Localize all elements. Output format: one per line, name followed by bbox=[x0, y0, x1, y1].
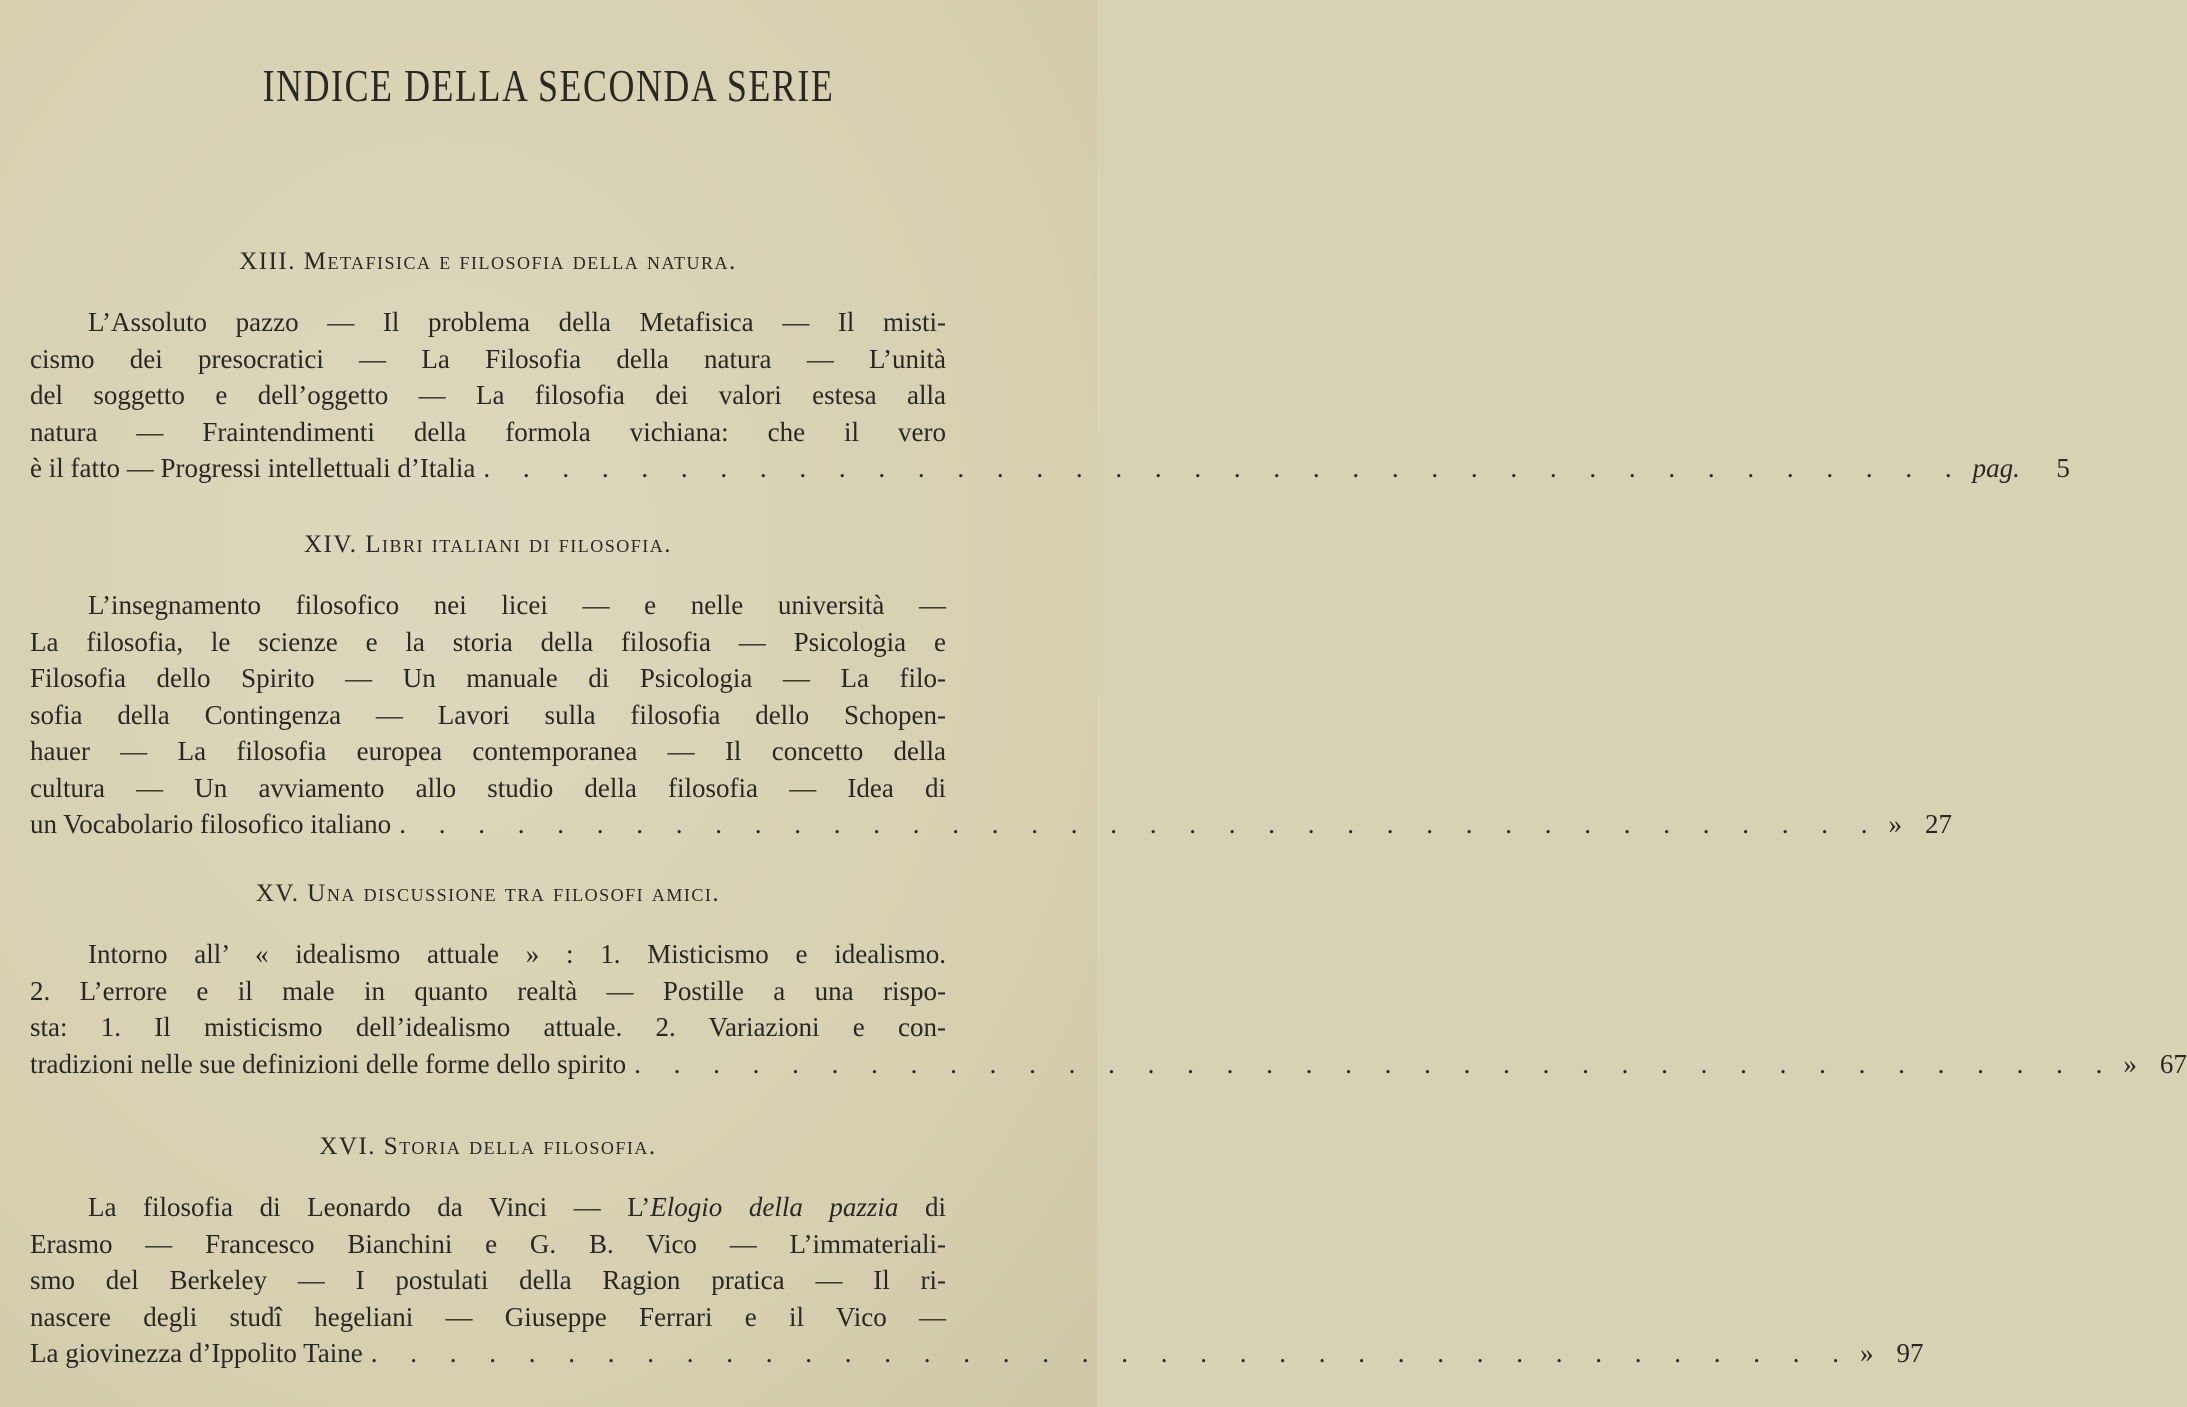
page-number: 67 bbox=[2159, 1048, 2187, 1079]
section-numeral: XVI. bbox=[319, 1133, 377, 1160]
toc-entry-last-line[interactable] bbox=[30, 1335, 1924, 1372]
entry-line: natura — Fraintendimenti della formola vichiana: che il vero bbox=[30, 416, 946, 447]
page-number: 27 bbox=[1924, 809, 1952, 839]
section-heading bbox=[30, 876, 946, 912]
section-numeral: XIII. bbox=[239, 248, 296, 275]
page-title: INDICE DELLA SECONDA SERIE bbox=[262, 59, 835, 111]
entry-text: un Vocabolario filosofico italiano bbox=[30, 809, 392, 839]
section-title: Libri italiani di filosofia. bbox=[365, 531, 673, 558]
section-title: Storia della filosofia. bbox=[383, 1133, 657, 1160]
dot-leader: . . . . . . . . . . . . . . . . . . . . . . . . . . . . . . . . . . . . . . bbox=[370, 1338, 1852, 1368]
entry-line: sofia della Contingenza — Lavori sulla filosofia dello Schopen- bbox=[30, 699, 946, 730]
entry-text: è il fatto — Progressi intellettuali d’Italia bbox=[30, 453, 476, 483]
entry-text: tradizioni nelle sue definizioni delle forme dello spirito bbox=[30, 1048, 627, 1079]
section-heading bbox=[30, 244, 946, 280]
entry-line: La filosofia, le scienze e la storia della filosofia — Psicologia e bbox=[30, 626, 946, 657]
section-heading bbox=[30, 527, 946, 563]
ditto-mark: » bbox=[2123, 1048, 2137, 1079]
dot-leader: . . . . . . . . . . . . . . . . . . . . . . . . . . . . . . . . . . . . . . bbox=[634, 1048, 2116, 1079]
italic-title: Elogio della pazzia bbox=[650, 1192, 899, 1222]
toc-section bbox=[30, 876, 2187, 1082]
toc-section bbox=[30, 1129, 1924, 1372]
toc-entry-last-line[interactable] bbox=[30, 450, 2070, 487]
dot-leader: . . . . . . . . . . . . . . . . . . . . . . . . . . . . . . . . . . . . . . bbox=[399, 809, 1881, 839]
ditto-mark: » bbox=[1888, 809, 1902, 839]
page-number: 97 bbox=[1896, 1338, 1924, 1368]
entry-line: smo del Berkeley — I postulati della Ragion pratica — Il ri- bbox=[30, 1265, 946, 1295]
dot-leader: . . . . . . . . . . . . . . . . . . . . . . . . . . . . . . . . . . . . . . bbox=[483, 453, 1965, 483]
toc-section bbox=[30, 244, 2070, 487]
entry-line: nascere degli studî hegeliani — Giuseppe Ferrari e il Vico — bbox=[30, 1301, 946, 1332]
toc-section bbox=[30, 527, 1952, 843]
section-title: Metafisica e filosofia della natura. bbox=[303, 248, 737, 275]
entry-line: Erasmo — Francesco Bianchini e G. B. Vico — L’immateriali- bbox=[30, 1228, 946, 1259]
entry-line: Intorno all’ « idealismo attuale » : 1. Misticismo e idealismo. bbox=[88, 939, 946, 969]
entry-line: cismo dei presocratici — La Filosofia della natura — L’unità bbox=[30, 343, 946, 374]
entry-line: Filosofia dello Spirito — Un manuale di Psicologia — La filo- bbox=[30, 663, 946, 693]
entry-line: L’Assoluto pazzo — Il problema della Metafisica — Il misti- bbox=[88, 307, 946, 337]
section-numeral: XV. bbox=[255, 880, 300, 907]
toc-entry-last-line[interactable] bbox=[30, 806, 1952, 843]
section-title: Una discussione tra filosofi amici. bbox=[307, 880, 721, 907]
entry-line bbox=[30, 1189, 946, 1226]
section-heading bbox=[30, 1129, 946, 1165]
entry-line: del soggetto e dell’oggetto — La filosofia dei valori estesa alla bbox=[30, 380, 946, 410]
entry-line: sta: 1. Il misticismo dell’idealismo attuale. 2. Variazioni e con- bbox=[30, 1012, 946, 1042]
page-number: 5 bbox=[2056, 453, 2070, 483]
entry-line: hauer — La filosofia europea contemporanea — Il concetto della bbox=[30, 736, 946, 766]
page-label: pag. bbox=[1972, 453, 2020, 483]
entry-line: L’insegnamento filosofico nei licei — e nelle università — bbox=[88, 590, 946, 620]
entry-line: 2. L’errore e il male in quanto realtà — Postille a una rispo- bbox=[30, 975, 946, 1006]
text-segment: di bbox=[898, 1192, 946, 1222]
text-segment: La filosofia di Leonardo da Vinci — L’ bbox=[88, 1192, 651, 1222]
ditto-mark: » bbox=[1860, 1338, 1874, 1368]
entry-text: La giovinezza d’Ippolito Taine bbox=[30, 1338, 363, 1368]
toc-entry-last-line[interactable] bbox=[30, 1046, 2187, 1083]
section-numeral: XIV. bbox=[303, 531, 358, 558]
entry-line: cultura — Un avviamento allo studio della filosofia — Idea di bbox=[30, 772, 946, 803]
